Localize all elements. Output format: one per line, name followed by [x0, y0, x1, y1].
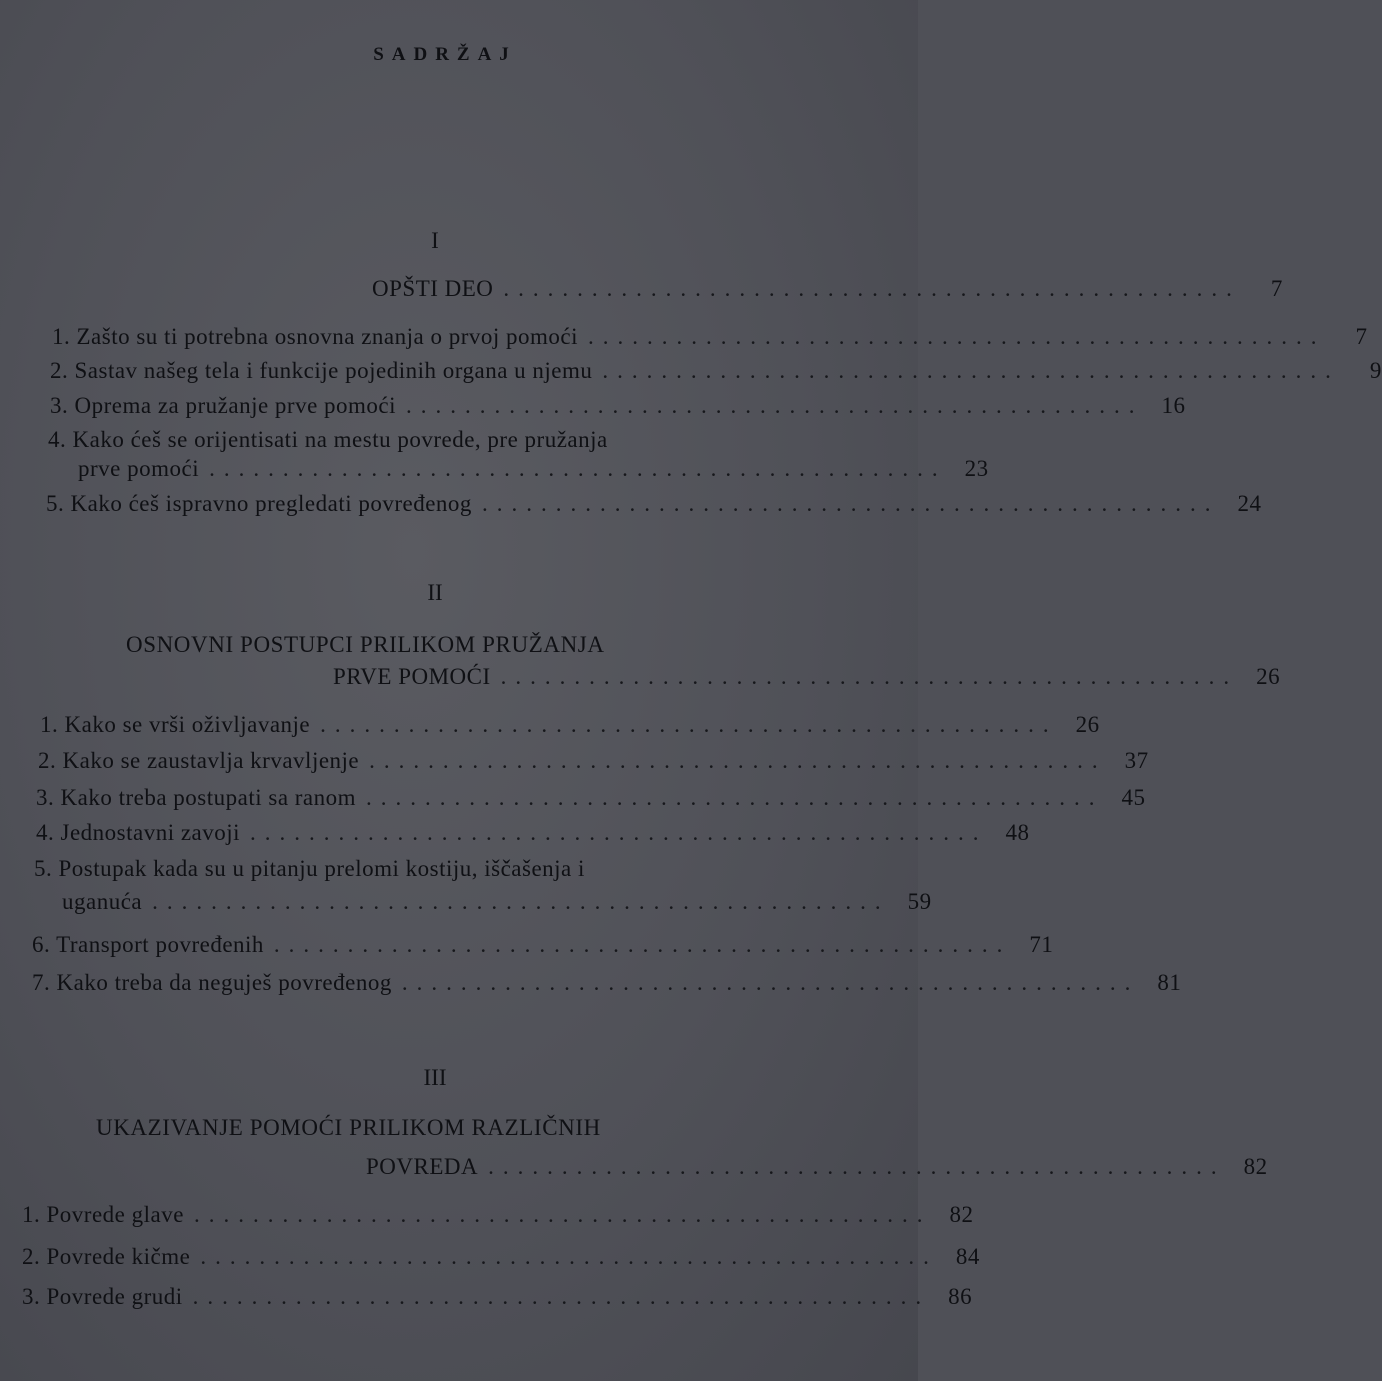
section-2-numeral: II — [427, 580, 443, 605]
dot-leader: .................................................. — [200, 1244, 938, 1269]
dot-leader: .................................................. — [588, 324, 1326, 349]
entry-title: Zašto su ti potrebna osnovna znanja o prvoj pomoći — [76, 324, 579, 349]
section-3-heading-page: 82 — [1243, 1154, 1268, 1179]
entry-page: 82 — [949, 1202, 974, 1227]
dot-leader: .................................................. — [406, 393, 1144, 418]
entry-title-continued: prve pomoći — [78, 456, 200, 481]
page-title: SADRŽAJ — [373, 44, 517, 65]
entry-page: 26 — [1075, 712, 1100, 737]
entry-title: Oprema za pružanje prve pomoći — [74, 393, 397, 418]
section-1-heading-page: 7 — [1270, 276, 1283, 301]
entry-number: 4. — [48, 427, 67, 452]
entry-title: Jednostavni zavoji — [60, 820, 241, 845]
toc-entry — [22, 1284, 973, 1310]
dot-leader: .................................................. — [250, 820, 988, 845]
dot-leader: .................................................. — [152, 889, 890, 914]
section-3-heading-line-1: UKAZIVANJE POMOĆI PRILIKOM RAZLIČNIH — [96, 1115, 601, 1140]
entry-number: 1. — [22, 1202, 41, 1227]
section-2-heading-page: 26 — [1256, 664, 1281, 689]
toc-entry-line-2 — [62, 889, 932, 915]
toc-entry — [32, 970, 1182, 996]
toc-entry — [36, 820, 1030, 846]
entry-number: 2. — [38, 748, 57, 773]
entry-title: Postupak kada su u pitanju prelomi kostiju, iščašenja i — [58, 856, 585, 881]
toc-entry-line-1 — [34, 856, 585, 882]
section-3-heading-text: POVREDA — [366, 1154, 479, 1179]
section-2-heading-line-1: OSNOVNI POSTUPCI PRILIKOM PRUŽANJA — [126, 632, 605, 657]
section-2-heading-text: PRVE POMOĆI — [333, 664, 491, 689]
toc-entry — [50, 358, 1382, 384]
toc-entry — [40, 712, 1100, 738]
dot-leader: .................................................. — [369, 748, 1107, 773]
entry-number: 3. — [22, 1284, 41, 1309]
entry-page: 59 — [907, 889, 932, 914]
entry-number: 2. — [50, 358, 69, 383]
entry-page: 16 — [1161, 393, 1186, 418]
toc-entry — [32, 932, 1054, 958]
section-1-heading — [372, 276, 1283, 302]
entry-number: 2. — [22, 1244, 41, 1269]
entry-page: 81 — [1157, 970, 1182, 995]
entry-page: 23 — [964, 456, 989, 481]
entry-number: 6. — [32, 932, 51, 957]
entry-number: 4. — [36, 820, 55, 845]
toc-entry-line-1 — [48, 427, 608, 453]
entry-page: 84 — [955, 1244, 980, 1269]
toc-entry — [46, 491, 1262, 517]
section-3-numeral: III — [423, 1065, 447, 1090]
toc-entry — [50, 393, 1186, 419]
toc-entry — [52, 324, 1368, 350]
entry-page: 48 — [1005, 820, 1030, 845]
entry-number: 3. — [36, 785, 55, 810]
section-2-heading — [333, 664, 1281, 690]
section-1-heading-text: OPŠTI DEO — [372, 276, 494, 301]
entry-number: 1. — [52, 324, 71, 349]
dot-leader: .................................................. — [320, 712, 1058, 737]
entry-page: 7 — [1355, 324, 1368, 349]
dot-leader: .................................................. — [602, 358, 1340, 383]
toc-entry — [22, 1244, 980, 1270]
entry-page: 9 — [1369, 358, 1382, 383]
entry-title: Transport povređenih — [56, 932, 264, 957]
dot-leader: .................................................. — [192, 1284, 931, 1309]
section-1-numeral: I — [431, 228, 439, 253]
entry-title: Povrede glave — [46, 1202, 184, 1227]
dot-leader: .................................................. — [500, 664, 1239, 689]
entry-page: 45 — [1121, 785, 1146, 810]
toc-entry-line-2 — [78, 456, 989, 482]
dot-leader: .................................................. — [481, 491, 1220, 516]
dot-leader: .................................................. — [273, 932, 1012, 957]
entry-title: Kako treba da neguješ povređenog — [56, 970, 392, 995]
toc-entry — [38, 748, 1149, 774]
entry-title: Kako treba postupati sa ranom — [60, 785, 357, 810]
entry-title: Kako ćeš ispravno pregledati povređenog — [70, 491, 472, 516]
dot-leader: .................................................. — [401, 970, 1140, 995]
entry-number: 5. — [34, 856, 53, 881]
entry-title: Kako ćeš se orijentisati na mestu povrede, pre pružanja — [72, 427, 608, 452]
entry-title: Kako se vrši oživljavanje — [64, 712, 311, 737]
entry-title: Sastav našeg tela i funkcije pojedinih organa u njemu — [74, 358, 593, 383]
entry-number: 3. — [50, 393, 69, 418]
entry-number: 1. — [40, 712, 59, 737]
dot-leader: .................................................. — [366, 785, 1104, 810]
entry-title: Kako se zaustavlja krvavljenje — [62, 748, 360, 773]
dot-leader: .................................................. — [209, 456, 947, 481]
section-3-heading — [366, 1154, 1268, 1180]
entry-title-continued: uganuća — [62, 889, 143, 914]
entry-title: Povrede grudi — [46, 1284, 183, 1309]
entry-page: 37 — [1124, 748, 1149, 773]
entry-page: 71 — [1029, 932, 1054, 957]
entry-number: 5. — [46, 491, 65, 516]
dot-leader: .................................................. — [193, 1202, 932, 1227]
entry-title: Povrede kičme — [46, 1244, 191, 1269]
entry-page: 86 — [948, 1284, 973, 1309]
toc-entry — [36, 785, 1146, 811]
dot-leader: .................................................. — [503, 276, 1241, 301]
toc-entry — [22, 1202, 974, 1228]
entry-number: 7. — [32, 970, 51, 995]
dot-leader: .................................................. — [488, 1154, 1226, 1179]
entry-page: 24 — [1237, 491, 1262, 516]
